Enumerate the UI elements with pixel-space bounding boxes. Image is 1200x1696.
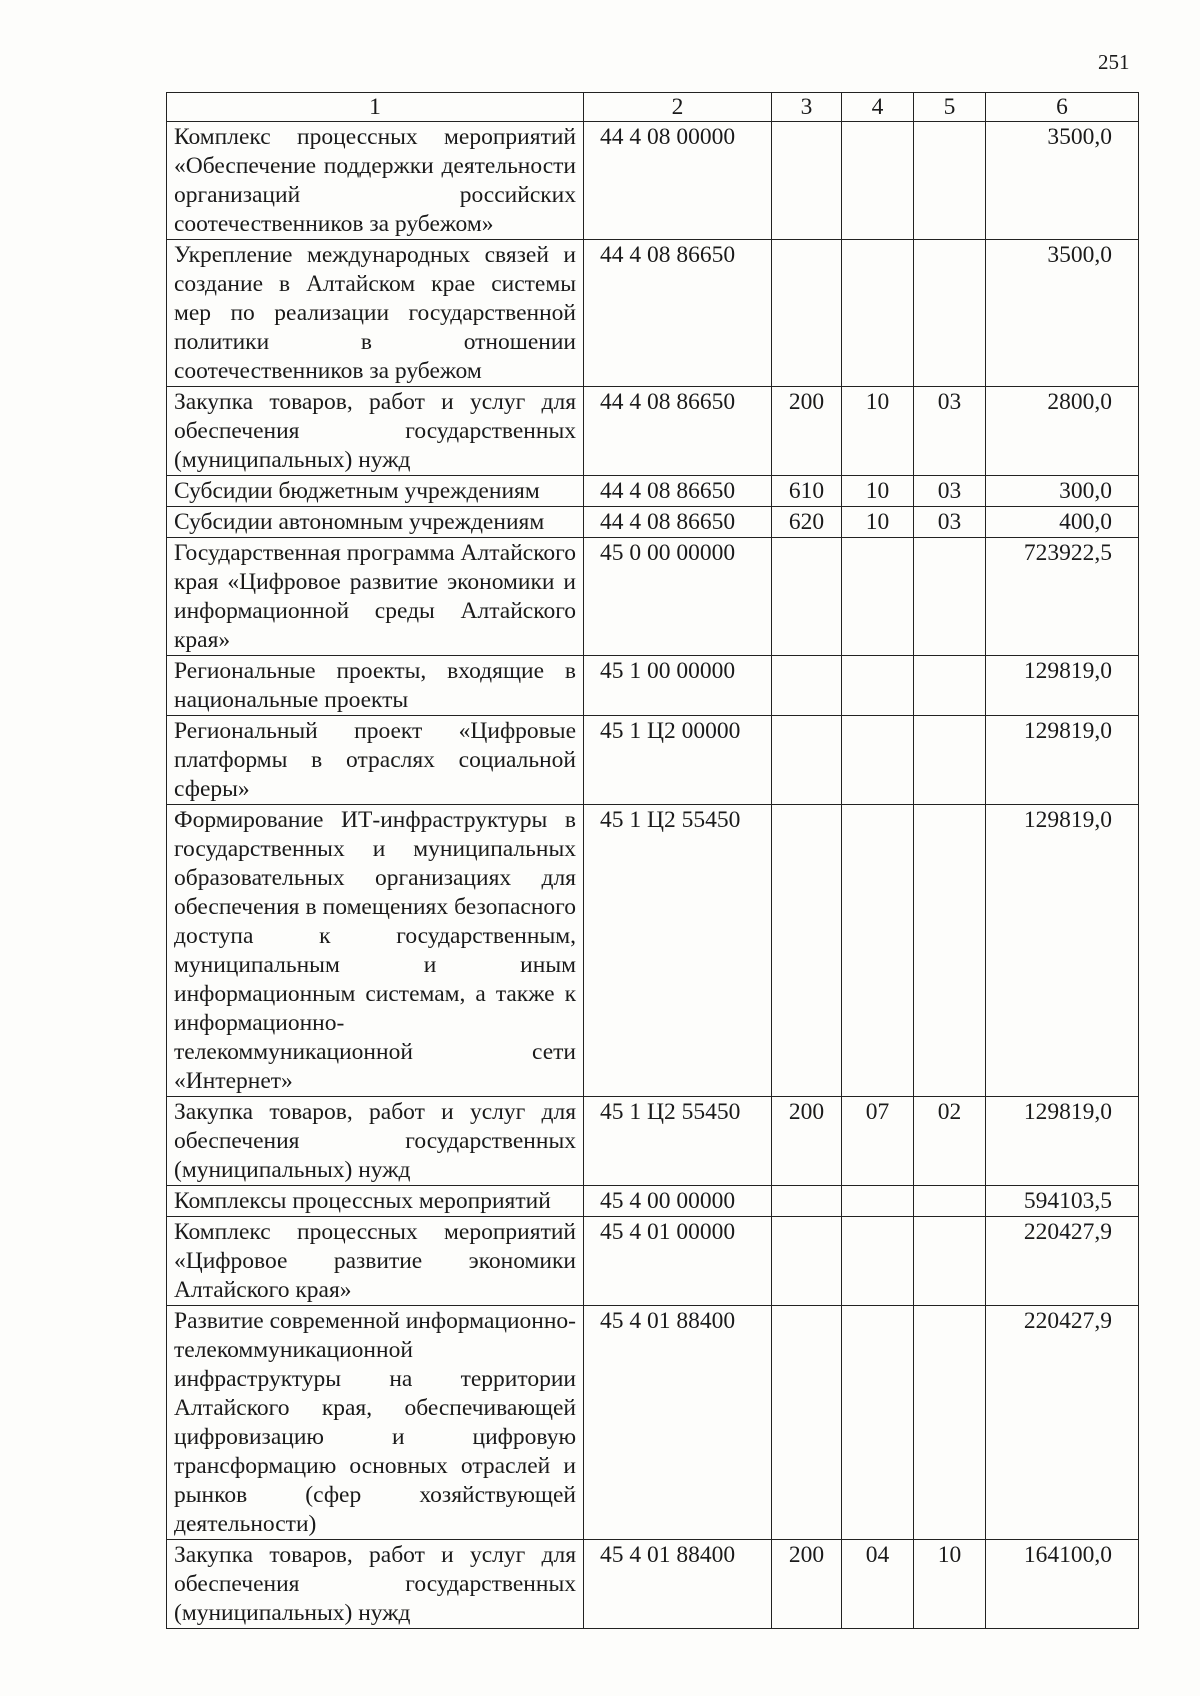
subsection-cell: [914, 538, 986, 656]
amount-cell: 129819,0: [986, 805, 1139, 1097]
target-code-cell: 45 4 01 88400: [584, 1540, 772, 1629]
target-code-cell: 44 4 08 86650: [584, 387, 772, 476]
target-code-cell: 45 1 Ц2 55450: [584, 805, 772, 1097]
section-cell: [842, 538, 914, 656]
table-row: [167, 1097, 1139, 1186]
target-code-cell: 44 4 08 00000: [584, 122, 772, 240]
section-cell: 10: [842, 476, 914, 507]
amount-cell: 220427,9: [986, 1217, 1139, 1306]
expense-type-cell: 620: [772, 507, 842, 538]
amount-cell: 220427,9: [986, 1306, 1139, 1540]
item-name-cell: Комплексы процессных мероприятий: [167, 1186, 584, 1217]
target-code-cell: 45 1 00 00000: [584, 656, 772, 716]
item-name-cell: Формирование ИТ-инфраструктуры в государственных и муниципальных образовательных организациях для обеспечения в помещениях безопасного доступа к государственным, муниципальным и иным информационным системам, а также к информационно-телекоммуникационной сети «Интернет»: [167, 805, 584, 1097]
table-row: [167, 716, 1139, 805]
column-header: 3: [772, 93, 842, 122]
section-cell: [842, 1217, 914, 1306]
item-name-cell: Комплекс процессных мероприятий «Обеспечение поддержки деятельности организаций российских соотечественников за рубежом»: [167, 122, 584, 240]
amount-cell: 129819,0: [986, 1097, 1139, 1186]
item-name-cell: Комплекс процессных мероприятий «Цифровое развитие экономики Алтайского края»: [167, 1217, 584, 1306]
table-row: [167, 656, 1139, 716]
expense-type-cell: [772, 538, 842, 656]
column-header: 2: [584, 93, 772, 122]
expense-type-cell: [772, 716, 842, 805]
budget-table: [166, 92, 1139, 1629]
amount-cell: 3500,0: [986, 122, 1139, 240]
item-name-cell: Развитие современной информационно-телекоммуникационной инфраструктуры на территории Алтайского края, обеспечивающей цифровизацию и цифровую трансформацию основных отраслей и рынков (сфер хозяйствующей деятельности): [167, 1306, 584, 1540]
section-cell: [842, 805, 914, 1097]
target-code-cell: 45 1 Ц2 55450: [584, 1097, 772, 1186]
amount-cell: 164100,0: [986, 1540, 1139, 1629]
target-code-cell: 44 4 08 86650: [584, 240, 772, 387]
amount-cell: 129819,0: [986, 716, 1139, 805]
expense-type-cell: [772, 805, 842, 1097]
column-header: 4: [842, 93, 914, 122]
item-name-cell: Закупка товаров, работ и услуг для обеспечения государственных (муниципальных) нужд: [167, 1540, 584, 1629]
amount-cell: 2800,0: [986, 387, 1139, 476]
expense-type-cell: [772, 1306, 842, 1540]
subsection-cell: 02: [914, 1097, 986, 1186]
subsection-cell: [914, 1186, 986, 1217]
table-row: [167, 476, 1139, 507]
table-row: [167, 387, 1139, 476]
target-code-cell: 45 4 01 88400: [584, 1306, 772, 1540]
amount-cell: 129819,0: [986, 656, 1139, 716]
section-cell: 10: [842, 507, 914, 538]
subsection-cell: [914, 1217, 986, 1306]
section-cell: [842, 1186, 914, 1217]
target-code-cell: 44 4 08 86650: [584, 476, 772, 507]
header-row: [167, 93, 1139, 122]
item-name-cell: Государственная программа Алтайского края «Цифровое развитие экономики и информационной среды Алтайского края»: [167, 538, 584, 656]
expense-type-cell: [772, 1186, 842, 1217]
item-name-cell: Закупка товаров, работ и услуг для обеспечения государственных (муниципальных) нужд: [167, 1097, 584, 1186]
section-cell: 04: [842, 1540, 914, 1629]
section-cell: 10: [842, 387, 914, 476]
expense-type-cell: [772, 656, 842, 716]
table-row: [167, 1306, 1139, 1540]
table-row: [167, 805, 1139, 1097]
subsection-cell: [914, 122, 986, 240]
target-code-cell: 44 4 08 86650: [584, 507, 772, 538]
amount-cell: 594103,5: [986, 1186, 1139, 1217]
item-name-cell: Закупка товаров, работ и услуг для обеспечения государственных (муниципальных) нужд: [167, 387, 584, 476]
section-cell: 07: [842, 1097, 914, 1186]
column-header: 6: [986, 93, 1139, 122]
table-row: [167, 122, 1139, 240]
item-name-cell: Укрепление международных связей и создание в Алтайском крае системы мер по реализации государственной политики в отношении соотечественников за рубежом: [167, 240, 584, 387]
expense-type-cell: [772, 240, 842, 387]
section-cell: [842, 656, 914, 716]
subsection-cell: [914, 656, 986, 716]
subsection-cell: [914, 716, 986, 805]
subsection-cell: [914, 240, 986, 387]
subsection-cell: [914, 1306, 986, 1540]
table-row: [167, 507, 1139, 538]
amount-cell: 3500,0: [986, 240, 1139, 387]
expense-type-cell: 200: [772, 1097, 842, 1186]
page-number: 251: [1098, 50, 1130, 74]
item-name-cell: Региональные проекты, входящие в национальные проекты: [167, 656, 584, 716]
subsection-cell: 03: [914, 476, 986, 507]
amount-cell: 400,0: [986, 507, 1139, 538]
target-code-cell: 45 4 01 00000: [584, 1217, 772, 1306]
item-name-cell: Субсидии бюджетным учреждениям: [167, 476, 584, 507]
subsection-cell: [914, 805, 986, 1097]
table-row: [167, 538, 1139, 656]
table-row: [167, 240, 1139, 387]
subsection-cell: 03: [914, 387, 986, 476]
column-header: 1: [167, 93, 584, 122]
target-code-cell: 45 1 Ц2 00000: [584, 716, 772, 805]
section-cell: [842, 716, 914, 805]
subsection-cell: 03: [914, 507, 986, 538]
item-name-cell: Региональный проект «Цифровые платформы в отраслях социальной сферы»: [167, 716, 584, 805]
table-row: [167, 1186, 1139, 1217]
expense-type-cell: 610: [772, 476, 842, 507]
expense-type-cell: [772, 122, 842, 240]
table-row: [167, 1217, 1139, 1306]
section-cell: [842, 240, 914, 387]
table-row: [167, 1540, 1139, 1629]
section-cell: [842, 1306, 914, 1540]
target-code-cell: 45 0 00 00000: [584, 538, 772, 656]
column-header: 5: [914, 93, 986, 122]
expense-type-cell: 200: [772, 387, 842, 476]
amount-cell: 723922,5: [986, 538, 1139, 656]
expense-type-cell: 200: [772, 1540, 842, 1629]
target-code-cell: 45 4 00 00000: [584, 1186, 772, 1217]
item-name-cell: Субсидии автономным учреждениям: [167, 507, 584, 538]
section-cell: [842, 122, 914, 240]
subsection-cell: 10: [914, 1540, 986, 1629]
expense-type-cell: [772, 1217, 842, 1306]
amount-cell: 300,0: [986, 476, 1139, 507]
